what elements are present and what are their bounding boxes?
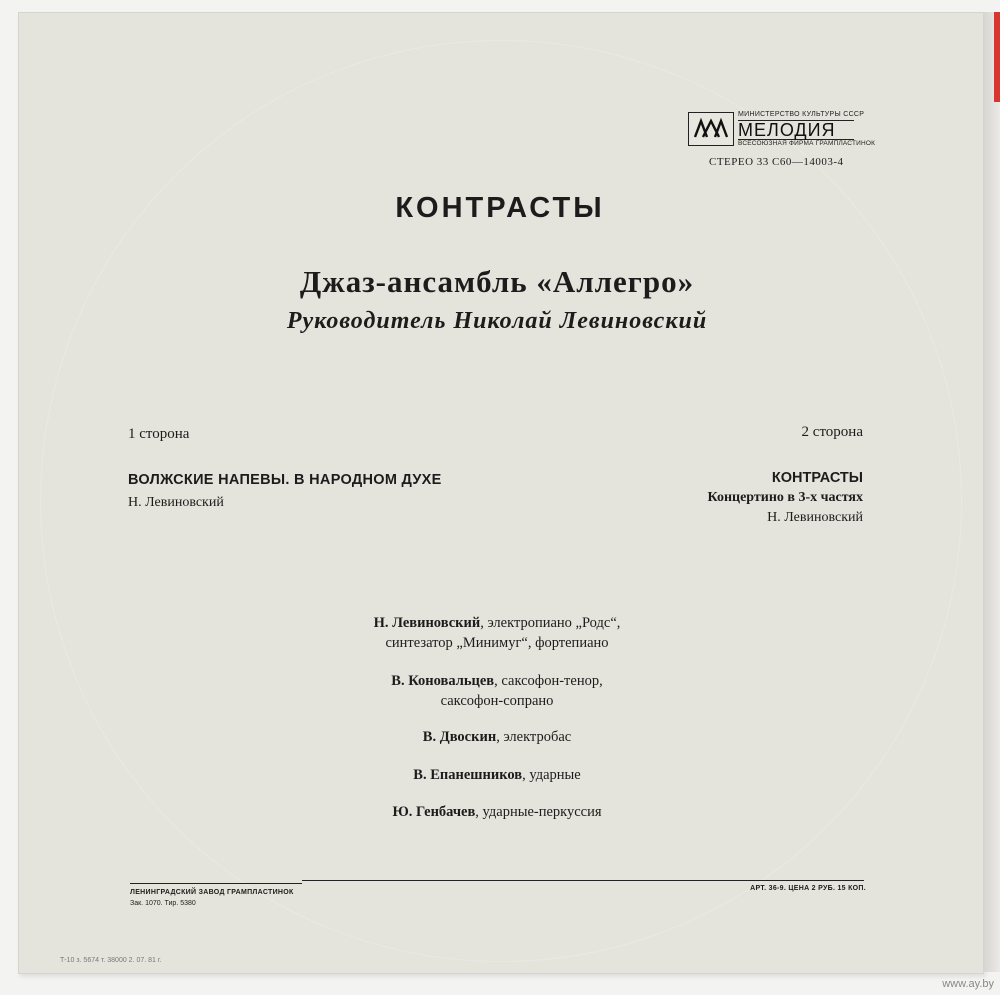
print-run-info: Т-10 з. 5674 т. 38000 2. 07. 81 г. — [60, 957, 162, 964]
performer-credit — [0, 802, 994, 822]
order-info: Зак. 1070. Тир. 5380 — [130, 900, 196, 907]
side-2-label: 2 сторона — [801, 424, 863, 440]
performer-name: В. Коновальцев — [391, 673, 495, 689]
side-1-title: ВОЛЖСКИЕ НАПЕВЫ. В НАРОДНОМ ДУХЕ — [128, 472, 442, 488]
performer-credit — [0, 613, 994, 653]
performer-role-continued: синтезатор „Минимуг“, фортепиано — [385, 635, 609, 651]
price-info: АРТ. 36-9. ЦЕНА 2 РУБ. 15 КОП. — [750, 885, 866, 892]
performer-credit — [0, 727, 994, 747]
footer-rule-left — [130, 883, 302, 884]
performer-role-continued: саксофон-сопрано — [440, 693, 554, 709]
pressing-plant: ЛЕНИНГРАДСКИЙ ЗАВОД ГРАМПЛАСТИНОК — [130, 889, 294, 896]
melodiya-logo — [688, 111, 876, 148]
side-2-composer: Н. Левиновский — [767, 510, 863, 525]
footer-rule-right — [302, 880, 864, 881]
side-2-title: КОНТРАСТЫ — [771, 470, 863, 486]
watermark: www.ay.by — [942, 978, 994, 990]
side-1-composer: Н. Левиновский — [128, 495, 224, 510]
performer-role: , саксофон-тенор, — [494, 673, 603, 689]
performer-name: Н. Левиновский — [373, 615, 481, 631]
performer-name: Ю. Генбачев — [392, 804, 476, 820]
ensemble-name: Джаз-ансамбль «Аллегро» — [299, 264, 695, 299]
performer-credit — [0, 671, 994, 711]
melodiya-emblem-icon — [688, 112, 734, 146]
album-title: КОНТРАСТЫ — [395, 192, 605, 224]
performer-role: , электробас — [496, 729, 572, 745]
logo-ministry: МИНИСТЕРСТВО КУЛЬТУРЫ СССР — [738, 111, 865, 118]
side-2-subtitle: Концертино в 3-х частях — [707, 490, 863, 505]
performer-role: , ударные — [522, 767, 581, 783]
performer-role: , электропиано „Родс“, — [480, 615, 621, 631]
sleeve-edge — [984, 12, 1000, 972]
side-1-label: 1 сторона — [128, 426, 190, 442]
logo-name: МЕЛОДИЯ — [738, 120, 854, 140]
performer-role: , ударные-перкуссия — [475, 804, 602, 820]
performer-name: В. Двоскин — [422, 729, 497, 745]
logo-firm: ВСЕСОЮЗНАЯ ФИРМА ГРАМПЛАСТИНОК — [738, 140, 876, 147]
performer-credit — [0, 765, 994, 785]
catalog-number: СТЕРЕО 33 С60—14003-4 — [709, 156, 844, 168]
performer-name: В. Епанешников — [413, 767, 523, 783]
ensemble-leader: Руководитель Николай Левиновский — [286, 308, 708, 334]
